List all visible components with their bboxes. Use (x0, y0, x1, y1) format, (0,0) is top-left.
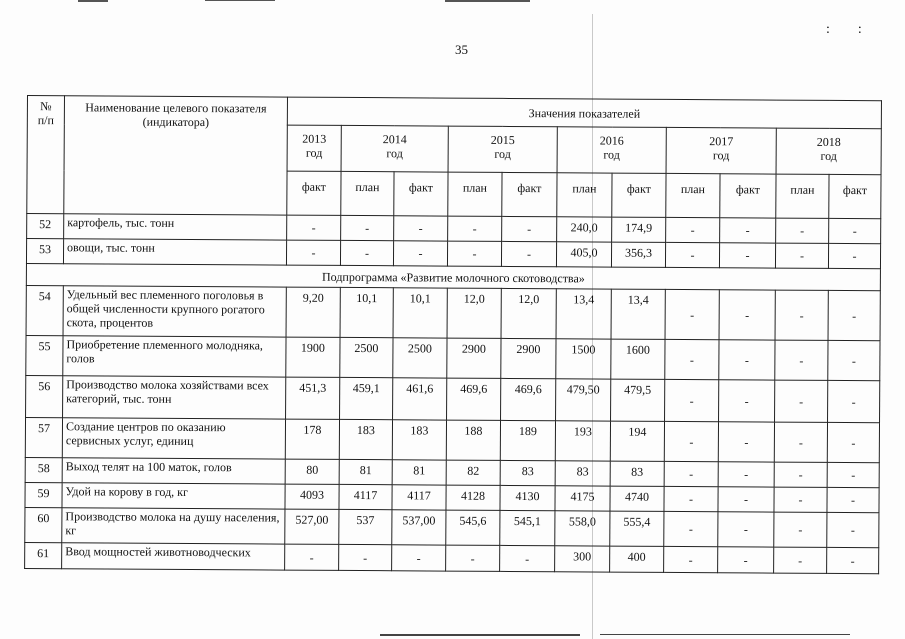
row-value: 1600 (611, 339, 665, 379)
row-value: - (774, 512, 827, 547)
row-value: 356,3 (611, 242, 665, 267)
row-value: - (774, 547, 827, 573)
row-value: - (664, 421, 718, 461)
row-value: 405,0 (556, 242, 611, 267)
row-value: 537,00 (392, 510, 446, 545)
row-indicator-name: Удельный вес племенного поголовья в общей численности крупного рогатого скота, процентов (63, 286, 286, 337)
row-value: - (827, 547, 879, 573)
row-value: - (665, 289, 719, 339)
indicators-table (24, 95, 882, 574)
row-value: - (774, 462, 827, 487)
row-value: - (827, 487, 879, 512)
row-value: - (719, 380, 775, 422)
row-value: 83 (500, 460, 555, 485)
year-label: 2017 (709, 134, 734, 149)
row-number: 55 (26, 335, 63, 375)
row-value: 174,9 (612, 217, 666, 242)
header-subcol-plan: план (448, 172, 502, 216)
row-value: - (775, 290, 828, 340)
row-value: 10,1 (393, 288, 447, 338)
row-value: 469,6 (501, 378, 556, 420)
row-value: 194 (610, 421, 664, 461)
row-value: 300 (555, 546, 610, 572)
row-value: 83 (555, 461, 610, 486)
header-subcol-fact: факт (287, 171, 341, 215)
row-number: 59 (25, 482, 62, 507)
row-value: - (828, 340, 880, 380)
row-value: - (394, 216, 448, 241)
year-sub-label: год (603, 147, 620, 162)
header-year-2013 (287, 125, 341, 171)
header-values: Значения показателей (287, 97, 881, 129)
row-value: - (500, 545, 555, 571)
header-number: № п/п (27, 96, 65, 214)
row-value: - (719, 243, 775, 268)
header-subcol-fact: факт (612, 173, 666, 217)
row-value: - (286, 240, 340, 265)
row-value: 4130 (500, 485, 555, 510)
row-value: 2500 (340, 337, 393, 377)
row-number: 60 (25, 507, 62, 542)
row-value: - (775, 243, 828, 268)
table-row (25, 507, 879, 547)
year-sub-label: год (820, 148, 837, 163)
row-value: 188 (446, 420, 500, 460)
row-indicator-name: Ввод мощностей животноводческих (62, 543, 285, 570)
row-value: - (827, 462, 879, 487)
row-value: 4175 (555, 486, 610, 511)
row-value: - (718, 462, 774, 487)
row-value: 545,6 (446, 510, 500, 545)
table-row (26, 335, 880, 380)
row-indicator-name: Приобретение племенного молодняка, голов (63, 336, 286, 377)
row-value: - (664, 511, 718, 546)
row-indicator-name: Производство молока на душу населения, кг (62, 508, 285, 544)
row-value: - (776, 218, 829, 243)
row-value: 189 (500, 420, 555, 460)
row-value: - (447, 241, 501, 266)
row-value: - (774, 422, 827, 462)
row-value: - (718, 512, 774, 547)
row-number: 52 (27, 214, 64, 239)
row-indicator-name: Удой на корову в год, кг (62, 483, 285, 509)
row-number: 54 (26, 285, 63, 335)
row-value: 178 (285, 419, 339, 459)
row-value: 4117 (392, 485, 446, 510)
row-value: - (665, 379, 719, 421)
row-value: - (287, 215, 341, 240)
row-number: 61 (25, 542, 62, 568)
row-value: 4740 (610, 486, 664, 511)
row-value: - (827, 512, 879, 547)
row-value: - (829, 218, 881, 243)
header-subcol-plan: план (666, 173, 720, 217)
row-value: - (446, 545, 500, 571)
header-subcol-fact: факт (502, 172, 557, 216)
row-value: 479,5 (611, 379, 665, 421)
row-value: 12,0 (447, 288, 501, 338)
row-value: - (448, 216, 502, 241)
row-number: 56 (26, 375, 63, 417)
row-value: - (718, 487, 774, 512)
scan-artifact (380, 634, 580, 636)
header-subcol-plan: план (776, 174, 829, 218)
row-indicator-name: Производство молока хозяйствами всех категорий, тыс. тонн (63, 376, 286, 419)
row-value: - (718, 547, 774, 573)
row-indicator-name: овощи, тыс. тонн (63, 239, 286, 265)
row-value: - (665, 339, 719, 379)
row-value: - (393, 241, 447, 266)
year-sub-label: год (712, 148, 730, 163)
row-indicator-name: Выход телят на 100 маток, голов (62, 458, 285, 484)
row-value: - (664, 461, 718, 486)
row-value: 183 (392, 420, 446, 460)
row-value: 479,50 (556, 379, 611, 421)
row-value: 555,4 (610, 511, 664, 546)
row-value: - (340, 240, 393, 265)
row-value: 81 (392, 460, 446, 485)
row-value: 82 (446, 460, 500, 485)
scan-artifact (600, 634, 850, 635)
row-value: - (502, 216, 557, 241)
row-value: - (828, 290, 880, 340)
row-value: 451,3 (286, 377, 340, 419)
row-value: - (719, 340, 775, 380)
header-subcol-plan: план (341, 171, 394, 215)
scan-artifact (205, 0, 275, 1)
row-value: 1900 (286, 337, 340, 377)
row-value: - (285, 544, 339, 570)
row-value: 4093 (285, 484, 339, 509)
row-value: 459,1 (340, 377, 393, 419)
year-sub-label: год (386, 146, 403, 161)
page-number: 35 (455, 42, 468, 57)
scan-artifact (445, 0, 530, 2)
row-value: 4117 (339, 484, 392, 509)
year-label: 2018 (816, 134, 841, 149)
year-label: 2013 (302, 131, 327, 146)
header-subcol-plan: план (557, 173, 612, 217)
header-year-2017 (666, 127, 776, 174)
header-year-2015 (448, 126, 557, 173)
row-value: - (339, 544, 392, 570)
row-value: - (664, 546, 718, 572)
row-value: - (720, 218, 776, 243)
header-year-2018 (776, 128, 881, 175)
row-value: 469,6 (447, 378, 501, 420)
row-value: 4128 (446, 485, 500, 510)
row-value: - (774, 487, 827, 512)
row-value: 183 (339, 419, 392, 459)
header-subcol-fact: факт (394, 172, 448, 216)
row-value: 558,0 (555, 511, 610, 546)
row-value: 537 (339, 509, 392, 544)
row-value: - (828, 243, 880, 268)
row-value: - (665, 242, 719, 267)
table-row (25, 417, 879, 462)
row-value: 461,6 (393, 378, 447, 420)
year-label: 2016 (599, 133, 624, 148)
table-row (26, 285, 880, 340)
header-year-2016 (557, 127, 666, 174)
row-number: 58 (25, 457, 62, 482)
row-value: 400 (610, 546, 664, 572)
row-value: 13,4 (611, 289, 665, 339)
row-number: 57 (25, 417, 62, 457)
table-row (26, 375, 880, 422)
row-value: - (719, 290, 775, 340)
row-value: - (341, 215, 394, 240)
row-value: - (775, 380, 828, 422)
year-sub-label: год (305, 145, 323, 160)
row-value: - (718, 422, 774, 462)
row-value: 240,0 (557, 217, 612, 242)
row-value: 2500 (393, 338, 447, 378)
row-indicator-name: картофель, тыс. тонн (64, 214, 287, 240)
row-value: 13,4 (556, 289, 611, 339)
row-value: 12,0 (501, 288, 556, 338)
row-value: 10,1 (340, 287, 393, 337)
row-value: - (501, 241, 556, 266)
row-value: 83 (610, 461, 664, 486)
row-value: 9,20 (286, 287, 340, 337)
table-row (25, 542, 879, 573)
row-value: - (827, 422, 879, 462)
row-value: 545,1 (500, 510, 555, 545)
year-label: 2014 (382, 132, 407, 147)
header-indicator-name: Наименование целевого показателя (индикатора) (64, 96, 288, 215)
row-value: 2900 (447, 338, 501, 378)
row-value: - (828, 380, 880, 422)
row-number: 53 (26, 239, 63, 264)
year-label: 2015 (490, 132, 515, 147)
header-subcol-fact: факт (829, 174, 881, 218)
row-value: 527,00 (285, 509, 339, 544)
header-year-2014 (341, 125, 448, 172)
row-indicator-name: Создание центров по оказанию сервисных услуг, единиц (62, 418, 285, 459)
row-value: - (392, 545, 446, 571)
row-value: 193 (555, 421, 610, 461)
row-value: - (775, 340, 828, 380)
row-value: 81 (339, 459, 392, 484)
header-subcol-fact: факт (720, 174, 776, 218)
year-sub-label: год (494, 146, 511, 161)
corner-marks: :: (826, 22, 890, 37)
row-value: - (666, 217, 720, 242)
section-title: Подпрограмма «Развитие молочного скотоводства» (26, 263, 880, 290)
row-value: 2900 (501, 338, 556, 378)
row-value: - (664, 486, 718, 511)
row-value: 80 (285, 459, 339, 484)
scan-artifact (78, 0, 108, 2)
row-value: 1500 (556, 339, 611, 379)
